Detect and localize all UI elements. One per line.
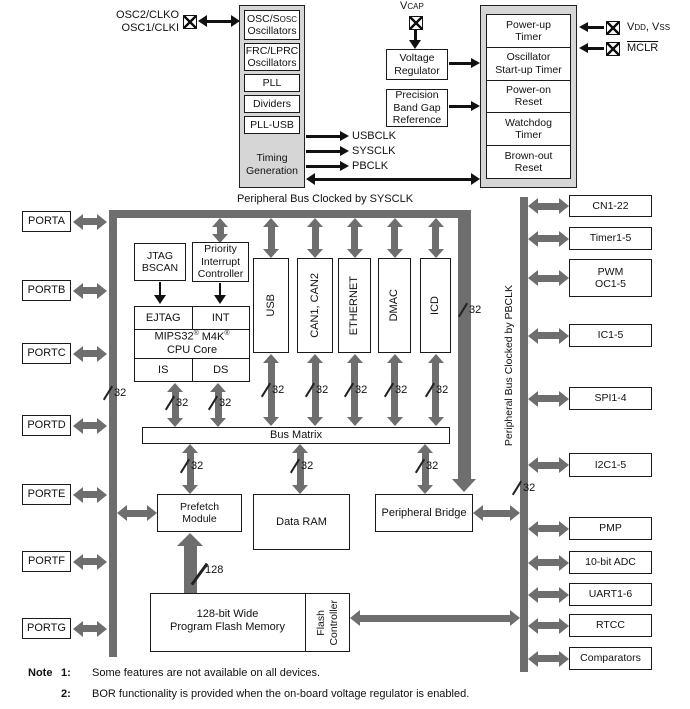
icd-box xyxy=(420,258,451,353)
bg-l1: Precision xyxy=(395,89,439,102)
sysclk-to-bridge-bus xyxy=(458,218,471,480)
flash-prefetch-arrow xyxy=(184,546,197,593)
mclr-text: MCLR xyxy=(627,42,659,54)
mclr-arrow xyxy=(588,47,604,50)
timer-label: Timer1-5 xyxy=(589,232,632,245)
prefetch-module-box xyxy=(157,494,242,532)
bandgap-to-reset-arrow xyxy=(449,105,471,108)
mclr-pin-icon xyxy=(606,42,620,56)
pwm-l2: OC1-5 xyxy=(595,278,626,290)
dmac-box xyxy=(378,258,411,353)
is-cell: IS xyxy=(135,359,193,381)
flash-l1: 128-bit Wide xyxy=(196,608,259,620)
portd-label: PORTD xyxy=(27,419,66,432)
porte-label: PORTE xyxy=(27,488,66,501)
pwm-box xyxy=(569,259,652,297)
osc2-label: OSC2/CLKO xyxy=(116,9,179,21)
flash-controller-box xyxy=(305,593,350,652)
pll-usb-label: PLL-USB xyxy=(250,118,294,131)
prefetch-l1: Prefetch xyxy=(179,500,220,513)
pmp-box xyxy=(569,517,652,540)
int-cell: INT xyxy=(211,311,230,324)
vdd-c: , V xyxy=(645,21,660,33)
pll-box xyxy=(244,74,300,92)
cell0-l1: Power-up xyxy=(506,18,551,31)
sysclk-bus-bar xyxy=(109,210,471,218)
vcap-label xyxy=(400,0,424,13)
comparators-box xyxy=(569,647,652,670)
portb-bus-arrow xyxy=(83,287,97,294)
dataram-width-32: 32 xyxy=(292,461,313,472)
portbus-prefetch-arrow xyxy=(127,510,147,517)
cell0-l2: Timer xyxy=(515,30,542,43)
brown-out-reset-cell xyxy=(487,146,570,178)
osc-pin-label xyxy=(104,9,179,35)
pic-l2: Interrupt xyxy=(200,255,241,268)
porta-label: PORTA xyxy=(28,215,65,228)
cell2-l2: Reset xyxy=(514,96,543,109)
vdd-vss-pin-icon xyxy=(606,21,620,35)
dividers-box xyxy=(244,95,300,113)
bridge-width-32: 32 xyxy=(417,461,438,472)
vdd-d: SS xyxy=(659,23,671,32)
flash-controller-l1: Flash xyxy=(315,609,328,636)
spi-arrow xyxy=(538,395,559,402)
pmp-label: PMP xyxy=(599,522,622,535)
cell4-l2: Reset xyxy=(514,162,543,175)
frc-lprc-oscillators-box xyxy=(244,43,300,71)
bus-matrix-label: Bus Matrix xyxy=(270,429,322,442)
vreg-to-reset-arrow xyxy=(449,62,471,65)
cell3-l2: Timer xyxy=(515,129,542,142)
usb-box xyxy=(253,258,289,353)
vdd-arrow xyxy=(588,26,604,29)
icd-top-arrow xyxy=(432,227,439,249)
cell1-l1: Oscillator xyxy=(506,51,551,64)
can-top-arrow xyxy=(312,227,319,249)
vreg-l2: Regulator xyxy=(394,64,440,77)
port-bus-width-32: 32 xyxy=(105,388,126,399)
timing-generation-label xyxy=(239,152,305,177)
bridge-pbclk-arrow xyxy=(483,510,510,517)
pbclk-bus-bar xyxy=(520,197,528,672)
dmac-top-arrow xyxy=(391,227,398,249)
reset-stack xyxy=(486,14,571,179)
vcap-pin-icon xyxy=(409,16,423,30)
osc1-label: OSC1/CLKI xyxy=(121,22,179,35)
jtag-l1: JTAG xyxy=(146,249,174,262)
power-up-timer-cell xyxy=(487,15,570,48)
uart-arrow xyxy=(538,591,559,598)
timer-arrow xyxy=(538,235,559,242)
pbclk-label: PBCLK xyxy=(352,160,389,172)
vdd-b: DD xyxy=(634,23,646,32)
rtcc-arrow xyxy=(538,622,559,629)
osc-bidir-arrow xyxy=(207,20,231,23)
i2c-label: I2C1-5 xyxy=(594,458,627,471)
portc-bus-arrow xyxy=(83,350,97,357)
usbclk-arrow xyxy=(306,135,340,138)
ethernet-top-arrow xyxy=(351,227,358,249)
icd-label: ICD xyxy=(429,296,442,315)
dmac-label: DMAC xyxy=(388,289,401,322)
portd-bus-arrow xyxy=(83,422,97,429)
can-label: CAN1, CAN2 xyxy=(308,273,321,338)
core-reg1: ® xyxy=(193,330,199,337)
adc-label: 10-bit ADC xyxy=(585,556,636,569)
peripheral-bridge-box xyxy=(375,494,473,532)
bridge-bus-width-32: 32 xyxy=(460,305,481,316)
portb-box xyxy=(22,280,71,301)
cell2-l1: Power-on xyxy=(506,84,551,97)
cn-arrow xyxy=(538,203,559,210)
usb-top-arrow xyxy=(268,227,275,249)
pwm-arrow xyxy=(538,275,559,282)
timing-reset-bidir-arrow xyxy=(315,178,471,181)
pll-usb-box xyxy=(244,116,300,134)
can-box xyxy=(297,258,333,353)
pll-label: PLL xyxy=(262,76,282,89)
sysclk-bus-label: Peripheral Bus Clocked by SYSCLK xyxy=(236,193,414,205)
dmac-width-32: 32 xyxy=(386,385,407,396)
cn-box xyxy=(569,195,652,217)
comparators-arrow xyxy=(538,655,559,662)
vdd-a: V xyxy=(627,21,635,33)
usb-label: USB xyxy=(264,294,277,317)
spi-label: SPI1-4 xyxy=(594,392,627,405)
rtcc-label: RTCC xyxy=(596,619,625,632)
core-reg2: ® xyxy=(224,330,230,337)
jtag-l2: BSCAN xyxy=(141,262,179,274)
jtag-to-ejtag-arrow xyxy=(159,282,162,295)
timing-l2: Generation xyxy=(246,164,298,177)
portg-bus-arrow xyxy=(83,625,97,632)
is-bus-width-32: 32 xyxy=(167,398,188,409)
timing-l1: Timing xyxy=(256,152,288,164)
pwm-l1: PWM xyxy=(597,265,624,278)
comparators-label: Comparators xyxy=(580,652,641,665)
flash-memory-label xyxy=(152,608,303,634)
cn-label: CN1-22 xyxy=(592,199,629,212)
vcap-sub: CAP xyxy=(407,2,424,11)
vcap-base: V xyxy=(400,0,408,12)
pic-l3: Controller xyxy=(197,268,244,281)
flash-width-128: 128 xyxy=(196,565,223,576)
power-on-reset-cell xyxy=(487,81,570,114)
pbclk-width-32: 32 xyxy=(514,483,535,494)
usb-width-32: 32 xyxy=(263,385,284,396)
cell3-l1: Watchdog xyxy=(505,116,552,129)
osc-sosc-label: OSC/S xyxy=(246,12,280,25)
ic-label: IC1-5 xyxy=(597,329,624,342)
band-gap-box xyxy=(386,89,448,127)
peripheral-bridge-label: Peripheral Bridge xyxy=(381,506,467,519)
i2c-arrow xyxy=(538,462,559,469)
note2-text: BOR functionality is provided when the on-board voltage regulator is enabled. xyxy=(92,688,470,700)
portf-bus-arrow xyxy=(83,558,97,565)
timer-box xyxy=(569,227,652,250)
core-a: MIPS32 xyxy=(154,330,194,343)
porta-box xyxy=(22,211,71,232)
pmp-arrow xyxy=(538,525,559,532)
uart-box xyxy=(569,583,652,606)
flash-pbclk-arrow xyxy=(360,615,510,622)
pic-bus-arrow xyxy=(217,227,224,234)
usbclk-label: USBCLK xyxy=(352,130,397,142)
cell4-l1: Brown-out xyxy=(504,149,553,162)
dividers-label: Dividers xyxy=(253,97,291,110)
vcap-down-arrow xyxy=(414,30,417,40)
ethernet-box xyxy=(338,258,371,353)
can-width-32: 32 xyxy=(307,385,328,396)
data-ram-label: Data RAM xyxy=(276,515,327,528)
core-l2: CPU Core xyxy=(166,344,218,357)
note1-number: 1: xyxy=(61,667,71,679)
pic-to-int-arrow xyxy=(219,283,222,295)
priority-interrupt-controller-box xyxy=(192,242,249,282)
jtag-bscan-box xyxy=(134,243,186,281)
voltage-regulator-box xyxy=(386,49,448,80)
frc-label: FRC/LPRC xyxy=(245,44,299,57)
pbclk-arrow xyxy=(306,165,340,168)
portf-box xyxy=(22,551,71,572)
note-label: Note xyxy=(28,667,53,679)
ejtag-cell: EJTAG xyxy=(135,307,193,329)
porte-bus-arrow xyxy=(83,491,97,498)
ds-cell: DS xyxy=(213,363,229,376)
adc-arrow xyxy=(538,559,559,566)
osc-sosc-label2: Oscillators xyxy=(247,25,297,37)
portg-box xyxy=(22,618,71,639)
portc-label: PORTC xyxy=(27,347,66,360)
data-ram-box xyxy=(253,494,350,550)
portg-label: PORTG xyxy=(27,622,66,635)
frc-label2: Oscillators xyxy=(247,57,297,69)
cpu-top-row xyxy=(135,307,249,330)
portd-box xyxy=(22,415,71,436)
oscillator-startup-timer-cell xyxy=(487,48,570,81)
prefetch-width-32: 32 xyxy=(182,461,203,472)
osc-pin-icon xyxy=(183,15,197,29)
sysclk-label: SYSCLK xyxy=(352,145,396,157)
mips-core-cell xyxy=(135,330,249,358)
porta-bus-arrow xyxy=(83,218,97,225)
note1-text: Some features are not available on all devices. xyxy=(92,667,321,679)
pic-l1: Priority xyxy=(204,243,237,256)
cpu-core-block xyxy=(134,306,250,382)
cell1-l2: Start-up Timer xyxy=(495,63,562,76)
bg-l2: Band Gap xyxy=(393,101,441,114)
cpu-bottom-row xyxy=(135,358,249,381)
mclr-label xyxy=(627,42,658,55)
prefetch-l2: Module xyxy=(182,513,217,525)
portc-box xyxy=(22,343,71,364)
bg-l3: Reference xyxy=(392,114,442,127)
ds-bus-width-32: 32 xyxy=(210,398,231,409)
sysclk-arrow xyxy=(306,150,340,153)
left-port-bus-bar xyxy=(109,210,117,657)
portb-label: PORTB xyxy=(27,284,66,297)
flash-controller-l2: Controller xyxy=(327,599,340,646)
spi-box xyxy=(569,387,652,410)
vreg-l1: Voltage xyxy=(399,52,435,65)
icd-width-32: 32 xyxy=(427,385,448,396)
watchdog-timer-cell xyxy=(487,113,570,146)
adc-box xyxy=(569,551,652,574)
porte-box xyxy=(22,484,71,505)
flash-l2: Program Flash Memory xyxy=(170,621,285,634)
ethernet-width-32: 32 xyxy=(346,385,367,396)
pbclk-bus-label-wrap xyxy=(501,268,517,463)
pbclk-bus-label: Peripheral Bus Clocked by PBCLK xyxy=(502,284,515,447)
uart-label: UART1-6 xyxy=(588,588,633,601)
vdd-vss-label xyxy=(627,21,670,34)
ic-box xyxy=(569,324,652,347)
osc-sosc-oscillators-box xyxy=(244,10,300,40)
rtcc-box xyxy=(569,614,652,637)
ethernet-label: ETHERNET xyxy=(348,275,361,336)
bus-matrix-box xyxy=(142,427,450,444)
i2c-box xyxy=(569,453,652,477)
note2-number: 2: xyxy=(61,688,71,700)
portf-label: PORTF xyxy=(27,555,66,568)
ic-arrow xyxy=(538,332,559,339)
core-b: M4K xyxy=(201,330,225,343)
osc-sosc-sub: OSC xyxy=(279,14,298,24)
